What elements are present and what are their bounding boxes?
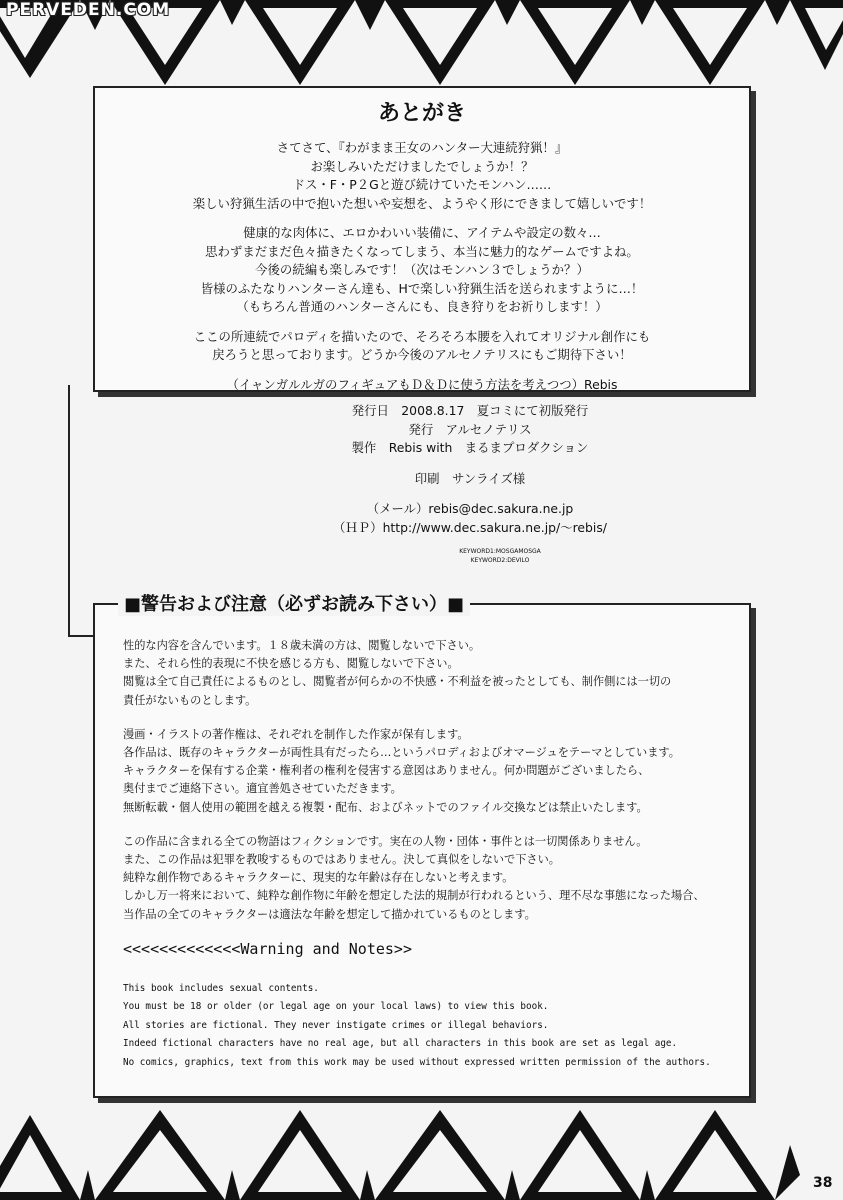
english-warning-line: Indeed fictional characters have no real age, but all characters in this book are set as legal age. (123, 1038, 678, 1050)
warning-box (93, 603, 751, 1098)
warning-line: 責任がないものとします。 (123, 693, 257, 707)
warning-line: 無断転載・個人使用の範囲を越える複製・配布、およびネットでのファイル交換などは禁止いたします。 (123, 800, 648, 814)
afterword-line: お楽しみいただけましたでしょうか！？ (310, 158, 534, 174)
warning-line: 各作品は、既存のキャラクターが両性具有だったら…というパロディおよびオマージュをテーマとしています。 (123, 746, 680, 760)
warning-line: 性的な内容を含んでいます。１８歳未満の方は、閲覧しないで下さい。 (123, 639, 481, 652)
colophon-homepage: （ＨＰ）http://www.dec.sakura.ne.jp/～rebis/ (333, 519, 607, 535)
afterword-line: 健康的な肉体に、エロかわいい装備に、アイテムや設定の数々… (243, 225, 601, 240)
afterword-line: さてさて、『わがまま王女のハンター大連続狩猟！』 (276, 140, 568, 155)
afterword-line: ここの所連続でパロディを描いたので、そろそろ本腰を入れてオリジナル創作にも (193, 328, 651, 344)
warning-body (123, 637, 743, 1072)
colophon (250, 402, 690, 565)
warning-line: また、それら性的表現に不快を感じる方も、閲覧しないで下さい。 (123, 657, 459, 671)
colophon-mail: （メール）rebis@dec.sakura.ne.jp (366, 501, 574, 516)
afterword-line: 楽しい狩猟生活の中で抱いた想いや妄想を、ようやく形にできまして嬉しいです！ (192, 195, 652, 211)
afterword-line: 思わずまだまだ色々描きたくなってしまう、本当に魅力的なゲームですよね。 (205, 243, 639, 259)
warning-line: 漫画・イラストの著作権は、それぞれを制作した作家が保有します。 (123, 727, 469, 741)
warning-line: 純粋な創作物であるキャラクターに、現実的な年齢は存在しないと考えます。 (123, 871, 514, 885)
english-warning-line: No comics, graphics, text from this work may be used without expressed written permission of the authors. (123, 1056, 711, 1068)
afterword-title: あとがき (377, 101, 466, 126)
warning-title: ■警告および注意（必ずお読み下さい）■ (118, 590, 470, 616)
connector-line (68, 385, 96, 637)
english-warning-line: This book includes sexual contents. (123, 983, 319, 995)
afterword-paragraph (95, 328, 749, 365)
site-watermark: PERVEDEN.COM (6, 0, 171, 20)
bottom-triangle-border (0, 1105, 843, 1200)
warning-line: また、この作品は犯罪を教唆するものではありません。決して真似をしないで下さい。 (123, 853, 560, 867)
warning-line: しかし万一将来において、純粋な創作物に年齢を想定した法的規制が行われるという、理不尽な事態になった場合、 (123, 889, 705, 903)
warning-line: 閲覧は全て自己責任によるものとし、閲覧者が何らかの不快感・不利益を被ったとしても、制作側には一切の (123, 675, 672, 689)
afterword-box (93, 86, 751, 392)
warning-paragraph (123, 833, 743, 924)
english-warning-line: You must be 18 or older (or legal age on your local laws) to view this book. (123, 1001, 549, 1013)
afterword-line: ドス・F・P２Gと遊び続けていたモンハン…… (292, 177, 552, 192)
keyword-1: KEYWORD1:MOSGAMOSGA (459, 548, 541, 555)
warning-line: 奥付までご連絡下さい。適宜善処させていただきます。 (123, 782, 402, 796)
afterword-line: 今後の続編も楽しみです！（次はモンハン３でしょうか？） (255, 262, 589, 277)
english-warning-line: All stories are fictional. They never instigate crimes or illegal behaviors. (123, 1019, 549, 1031)
english-warning-body (123, 980, 743, 1072)
warning-paragraph (123, 726, 743, 817)
afterword-line: 皆様のふたなりハンターさん達も、Hで楽しい狩猟生活を送られますように…！ (200, 280, 644, 296)
warning-line: この作品に含まれる全ての物語はフィクションです。実在の人物・団体・事件とは一切関係ありません。 (123, 834, 648, 848)
afterword-line: 戻ろうと思っております。どうか今後のアルセノテリスにもご期待下さい！ (212, 347, 632, 362)
afterword-body (95, 139, 749, 394)
afterword-signature: （イャンガルルガのフィギュアもＤ＆Ｄに使う方法を考えつつ）Rebis (226, 376, 618, 392)
colophon-printer: 印刷 サンライズ様 (414, 470, 526, 486)
afterword-paragraph (95, 224, 749, 317)
afterword-line: （もちろん普通のハンターさんにも、良き狩りをお祈りします！） (236, 299, 608, 314)
page-number: 38 (813, 1175, 833, 1191)
english-warning-title: <<<<<<<<<<<<<Warning and Notes>> (123, 939, 412, 958)
afterword-paragraph (95, 139, 749, 213)
warning-line: キャラクターを保有する企業・権利者の権利を侵害する意図はありません。何か問題がございましたら、 (123, 764, 650, 778)
colophon-publisher: 発行 アルセノテリス (408, 421, 532, 437)
colophon-production: 製作 Rebis with まるまプロダクション (351, 440, 589, 455)
warning-paragraph (123, 637, 743, 710)
warning-line: 当作品の全てのキャラクターは適法な年齢を想定して描かれているものとします。 (123, 907, 536, 921)
afterword-paragraph (95, 376, 749, 395)
keyword-2: KEYWORD2:DEVILO (470, 557, 530, 564)
colophon-date: 発行日 2008.8.17 夏コミにて初版発行 (351, 403, 589, 418)
